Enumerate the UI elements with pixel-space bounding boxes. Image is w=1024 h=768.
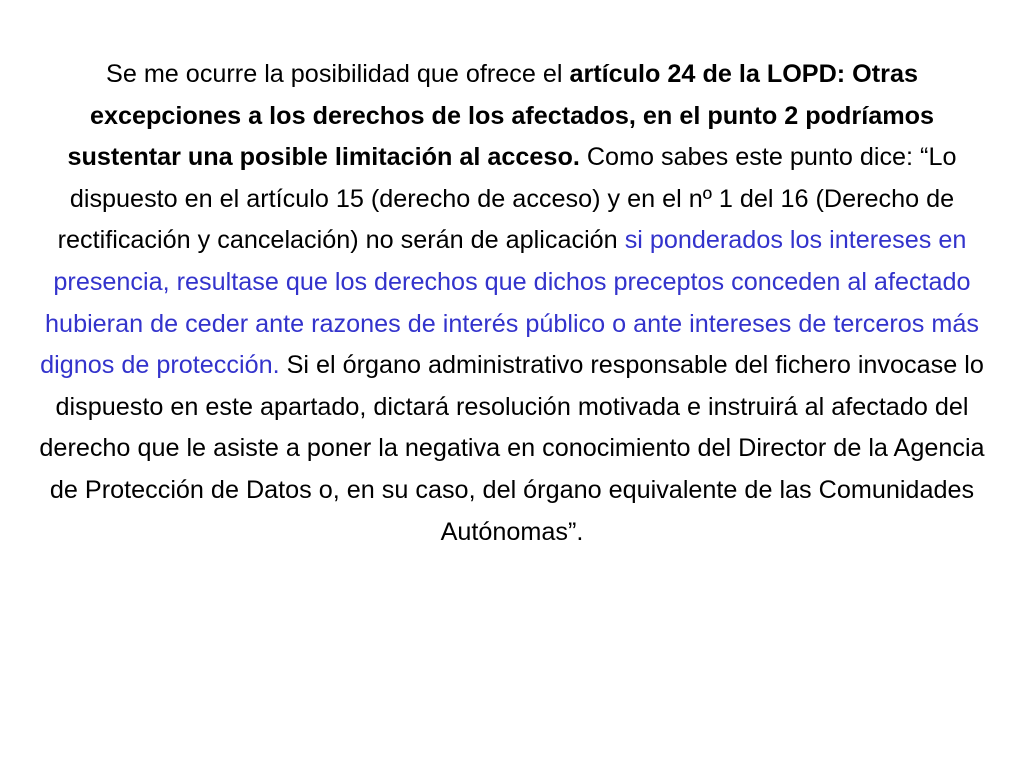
quote-lead-text: Como sabes este punto dice: “Lo dispuesto en el artículo 15 (derecho de acceso) y en el nº 1 del 16 (Derecho de rectificación y cancelación) no serán de aplicación: [57, 143, 957, 255]
highlighted-clause: si ponderados los intereses en presencia, resultase que los derechos que dichos preceptos conceden al afectado hubieran de ceder ante razones de interés público o ante intereses de terceros más dignos de protección.: [40, 226, 979, 380]
intro-text: Se me ocurre la posibilidad que ofrece el: [106, 60, 570, 88]
quote-tail-text: Si el órgano administrativo responsable del fichero invocase lo dispuesto en este apartado, dictará resolución motivada e instruirá al afectado del derecho que le asiste a poner la negativa en conocimiento del Director de la Agencia de Protección de Datos o, en su caso, del órgano equivalente de las Comunidades Autónomas”.: [39, 351, 985, 546]
article-reference: artículo 24 de la LOPD: Otras excepciones a los derechos de los afectados, en el punto 2 podríamos sustentar una posible limitación al acceso.: [67, 60, 935, 172]
body-paragraph: [34, 54, 990, 553]
